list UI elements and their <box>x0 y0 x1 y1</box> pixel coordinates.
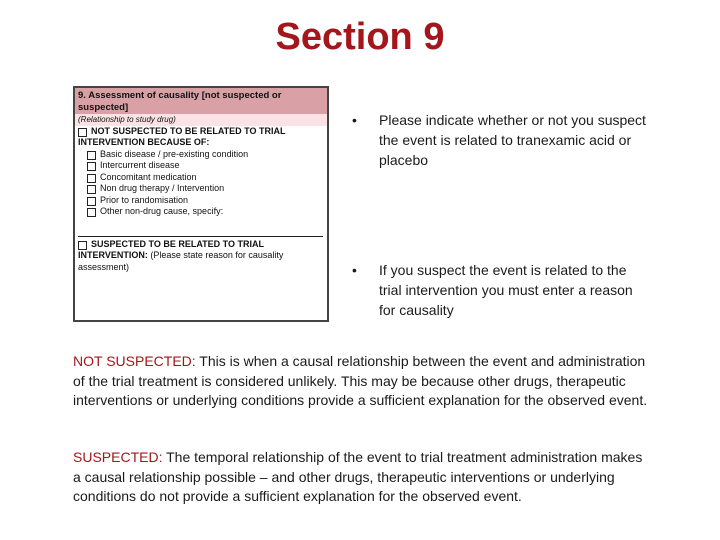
reason-label: Concomitant medication <box>100 171 197 182</box>
not-suspected-row <box>75 126 327 138</box>
reason-label: Basic disease / pre-existing condition <box>100 148 249 159</box>
reason-item <box>75 160 327 172</box>
form-divider <box>78 236 323 237</box>
reason-item <box>75 195 327 207</box>
not-suspected-label: NOT SUSPECTED TO BE RELATED TO TRIAL <box>91 125 286 136</box>
suspected-row <box>75 239 327 251</box>
bullet-marker: • <box>352 262 357 278</box>
checkbox-icon <box>87 185 96 194</box>
reason-item <box>75 149 327 161</box>
reason-label: Prior to randomisation <box>100 194 189 205</box>
definition-text: The temporal relationship of the event to trial treatment administration makes a causal relationship possible – and other drugs, therapeutic interventions or underlying conditions do not provide a sufficient explanation for the observed event. <box>73 449 643 504</box>
instruction-bullets <box>352 110 652 320</box>
causality-form-image <box>73 86 329 322</box>
checkbox-icon <box>87 197 96 206</box>
intervention-because-label: INTERVENTION BECAUSE OF: <box>78 137 210 147</box>
page-title: Section 9 <box>275 16 445 58</box>
suspected-note: (Please state reason for causality assessment) <box>78 250 284 272</box>
bullet-text: If you suspect the event is related to the trial intervention you must enter a reason for causality <box>379 262 633 318</box>
reason-label: Non drug therapy / Intervention <box>100 183 225 193</box>
definition-term: SUSPECTED: <box>73 449 163 465</box>
definition-text: This is when a causal relationship between the event and administration of the trial treatment is considered unlikely. This may be because other drugs, therapeutic interventions or underlying conditions provide a sufficient explanation for the observed event. <box>73 353 648 408</box>
form-subheader: (Relationship to study drug) <box>75 114 327 126</box>
suspected-definition <box>73 448 653 507</box>
suspected-intervention-row <box>75 250 327 273</box>
reason-label: Other non-drug cause, specify: <box>100 206 224 216</box>
bullet-item <box>352 260 652 320</box>
reason-item <box>75 206 327 218</box>
checkbox-icon <box>78 128 87 137</box>
checkbox-icon <box>78 241 87 250</box>
checkbox-icon <box>87 208 96 217</box>
bullet-text: Please indicate whether or not you suspect the event is related to tranexamic acid or placebo <box>379 112 646 168</box>
suspected-label: SUSPECTED TO BE RELATED TO TRIAL <box>91 238 265 249</box>
suspected-intervention-label: INTERVENTION: <box>78 250 148 260</box>
reason-label: Intercurrent disease <box>100 160 180 170</box>
checkbox-icon <box>87 151 96 160</box>
bullet-marker: • <box>352 112 357 128</box>
not-suspected-definition <box>73 352 653 411</box>
definition-term: NOT SUSPECTED: <box>73 353 196 369</box>
form-header: 9. Assessment of causality [not suspected or suspected] <box>75 88 327 114</box>
checkbox-icon <box>87 162 96 171</box>
reason-item <box>75 172 327 184</box>
bullet-item <box>352 110 652 170</box>
reason-item <box>75 183 327 195</box>
checkbox-icon <box>87 174 96 183</box>
